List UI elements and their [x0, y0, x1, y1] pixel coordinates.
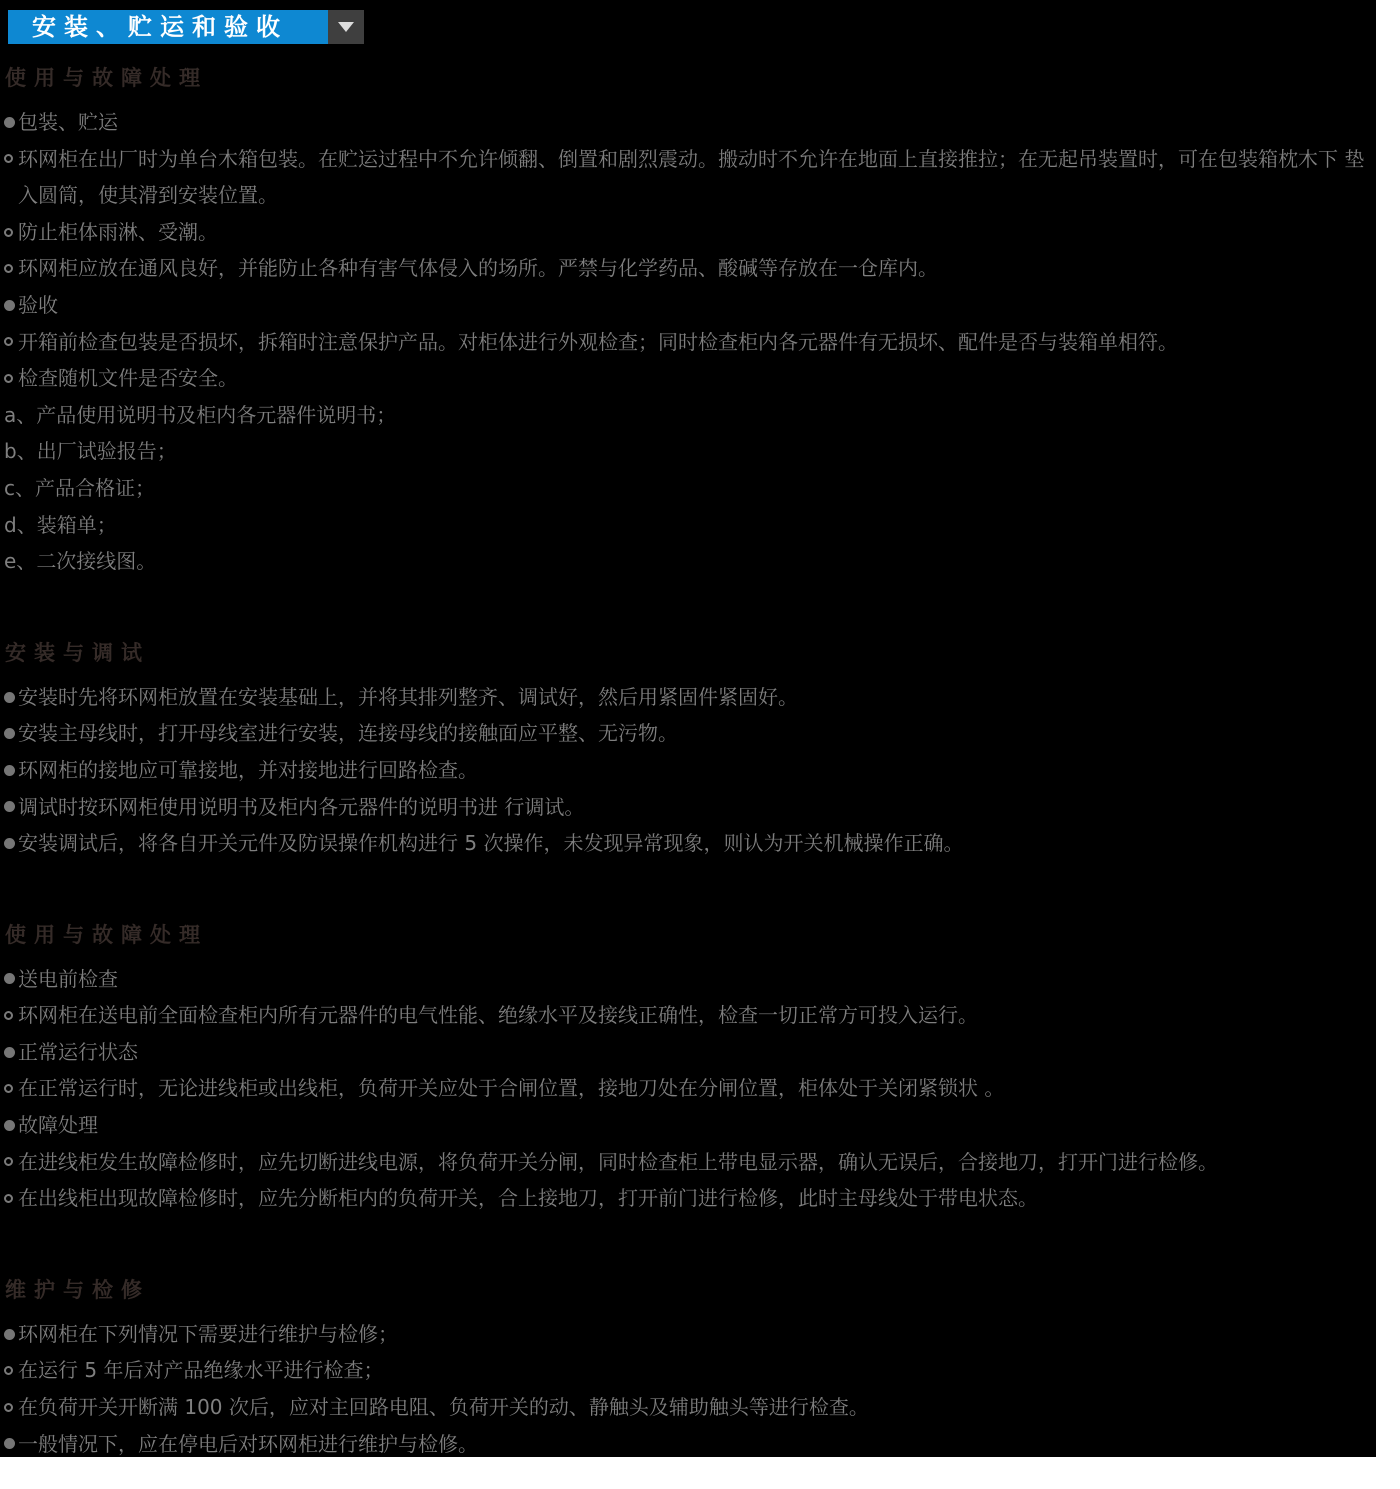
list-item	[0, 507, 1376, 544]
item-text: 在出线柜出现故障检修时，应先分断柜内的负荷开关，合上接地刀，打开前门进行检修，此时主母线处于带电状态。	[18, 1186, 1038, 1211]
dot-bullet-icon	[4, 789, 18, 826]
dot-bullet-icon	[4, 715, 18, 752]
item-text: 在正常运行时，无论进线柜或出线柜，负荷开关应处于合闸位置，接地刀处在分闸位置，柜体处于关闭紧锁状 。	[18, 1076, 1005, 1101]
dot-bullet-icon	[4, 1426, 18, 1457]
item-text: 在负荷开关开断满 100 次后，应对主回路电阻、负荷开关的动、静触头及辅助触头等进行检查。	[18, 1395, 869, 1420]
item-text: 环网柜应放在通风良好，并能防止各种有害气体侵入的场所。严禁与化学药品、酸碱等存放在一仓库内。	[18, 256, 938, 281]
ring-bullet-icon	[4, 360, 18, 397]
list-item	[0, 1426, 1376, 1457]
item-text: 在进线柜发生故障检修时，应先切断进线电源，将负荷开关分闸，同时检查柜上带电显示器，确认无误后，合接地刀，打开门进行检修。	[18, 1149, 1218, 1174]
section-heading: 使用与故障处理	[5, 66, 208, 90]
page-title: 安装、贮运和验收	[8, 10, 328, 44]
letter-marker: e、	[4, 549, 37, 574]
list-item	[0, 470, 1376, 507]
dropdown-button[interactable]	[328, 10, 364, 44]
item-text: 送电前检查	[18, 966, 118, 991]
item-text: 装箱单；	[36, 512, 117, 537]
item-text: 正常运行状态	[18, 1039, 138, 1064]
caret-down-icon	[338, 22, 354, 32]
section	[0, 65, 1376, 580]
item-text: 安装调试后，将各自开关元件及防误操作机构进行 5 次操作，未发现异常现象，则认为开关机械操作正确。	[18, 831, 964, 856]
item-text: 检查随机文件是否安全。	[18, 366, 238, 391]
item-text: 开箱前检查包装是否损坏，拆箱时注意保护产品。对柜体进行外观检查；同时检查柜内各元器件有无损坏、配件是否与装箱单相符。	[18, 329, 1178, 354]
list-item	[0, 1144, 1376, 1181]
ring-bullet-icon	[4, 1352, 18, 1389]
item-text: 故障处理	[18, 1113, 98, 1138]
list-item	[0, 214, 1376, 251]
item-list	[0, 104, 1376, 580]
list-item	[0, 961, 1376, 998]
item-text: 出厂试验报告；	[36, 439, 177, 464]
section	[0, 922, 1376, 1217]
list-item	[0, 287, 1376, 324]
dot-bullet-icon	[4, 1034, 18, 1071]
letter-marker: d、	[4, 512, 37, 537]
section-heading: 使用与故障处理	[5, 922, 208, 947]
list-item	[0, 250, 1376, 287]
dot-bullet-icon	[4, 1107, 18, 1144]
section	[0, 1277, 1376, 1457]
letter-marker: b、	[4, 439, 37, 464]
item-text: 防止柜体雨淋、受潮。	[18, 219, 218, 244]
list-item	[0, 104, 1376, 141]
letter-marker: c、	[4, 475, 35, 500]
ring-bullet-icon	[4, 141, 18, 178]
item-text: 安装时先将环网柜放置在安装基础上，并将其排列整齐、调试好，然后用紧固件紧固好。	[18, 684, 798, 709]
item-text: 二次接线图。	[36, 549, 157, 574]
letter-marker: a、	[4, 402, 37, 427]
list-item	[0, 1389, 1376, 1426]
dot-bullet-icon	[4, 679, 18, 716]
list-item	[0, 1352, 1376, 1389]
list-item	[0, 141, 1376, 214]
ring-bullet-icon	[4, 1180, 18, 1217]
list-item	[0, 1180, 1376, 1217]
item-text: 一般情况下，应在停电后对环网柜进行维护与检修。	[18, 1431, 478, 1456]
dot-bullet-icon	[4, 287, 18, 324]
ring-bullet-icon	[4, 1389, 18, 1426]
item-text: 调试时按环网柜使用说明书及柜内各元器件的说明书进 行调试。	[18, 794, 585, 819]
dot-bullet-icon	[4, 1316, 18, 1353]
sections-container	[0, 65, 1376, 1457]
ring-bullet-icon	[4, 250, 18, 287]
item-text: 验收	[18, 292, 58, 317]
ring-bullet-icon	[4, 1070, 18, 1107]
list-item	[0, 543, 1376, 580]
list-item	[0, 1070, 1376, 1107]
item-list	[0, 961, 1376, 1217]
item-list	[0, 1316, 1376, 1457]
list-item	[0, 1107, 1376, 1144]
list-item	[0, 1034, 1376, 1071]
list-item	[0, 679, 1376, 716]
dot-bullet-icon	[4, 752, 18, 789]
list-item	[0, 397, 1376, 434]
section-header-bar	[8, 10, 1376, 44]
item-text: 产品使用说明书及柜内各元器件说明书；	[36, 402, 397, 427]
dot-bullet-icon	[4, 104, 18, 141]
ring-bullet-icon	[4, 324, 18, 361]
list-item	[0, 825, 1376, 862]
item-text: 包装、贮运	[18, 110, 118, 134]
item-text: 环网柜在出厂时为单台木箱包装。在贮运过程中不允许倾翻、倒置和剧烈震动。搬动时不允许在地面上直接推拉；在无起吊装置时，可在包装箱枕木下 垫入圆筒，使其滑到安装位置。	[18, 146, 1365, 208]
ring-bullet-icon	[4, 1144, 18, 1181]
dot-bullet-icon	[4, 961, 18, 998]
list-item	[0, 360, 1376, 397]
ring-bullet-icon	[4, 214, 18, 251]
section-heading: 安装与调试	[5, 640, 150, 665]
list-item	[0, 789, 1376, 826]
item-text: 环网柜在下列情况下需要进行维护与检修；	[18, 1321, 398, 1346]
dot-bullet-icon	[4, 825, 18, 862]
list-item	[0, 324, 1376, 361]
ring-bullet-icon	[4, 997, 18, 1034]
list-item	[0, 997, 1376, 1034]
item-text: 安装主母线时，打开母线室进行安装，连接母线的接触面应平整、无污物。	[18, 721, 678, 746]
section-heading: 维护与检修	[5, 1277, 150, 1302]
item-text: 环网柜的接地应可靠接地，并对接地进行回路检查。	[18, 757, 478, 782]
item-text: 环网柜在送电前全面检查柜内所有元器件的电气性能、绝缘水平及接线正确性，检查一切正常方可投入运行。	[18, 1003, 978, 1028]
item-text: 产品合格证；	[35, 475, 155, 500]
item-text: 在运行 5 年后对产品绝缘水平进行检查；	[18, 1358, 384, 1383]
list-item	[0, 433, 1376, 470]
list-item	[0, 715, 1376, 752]
item-list	[0, 679, 1376, 862]
list-item	[0, 1316, 1376, 1353]
list-item	[0, 752, 1376, 789]
section	[0, 640, 1376, 862]
